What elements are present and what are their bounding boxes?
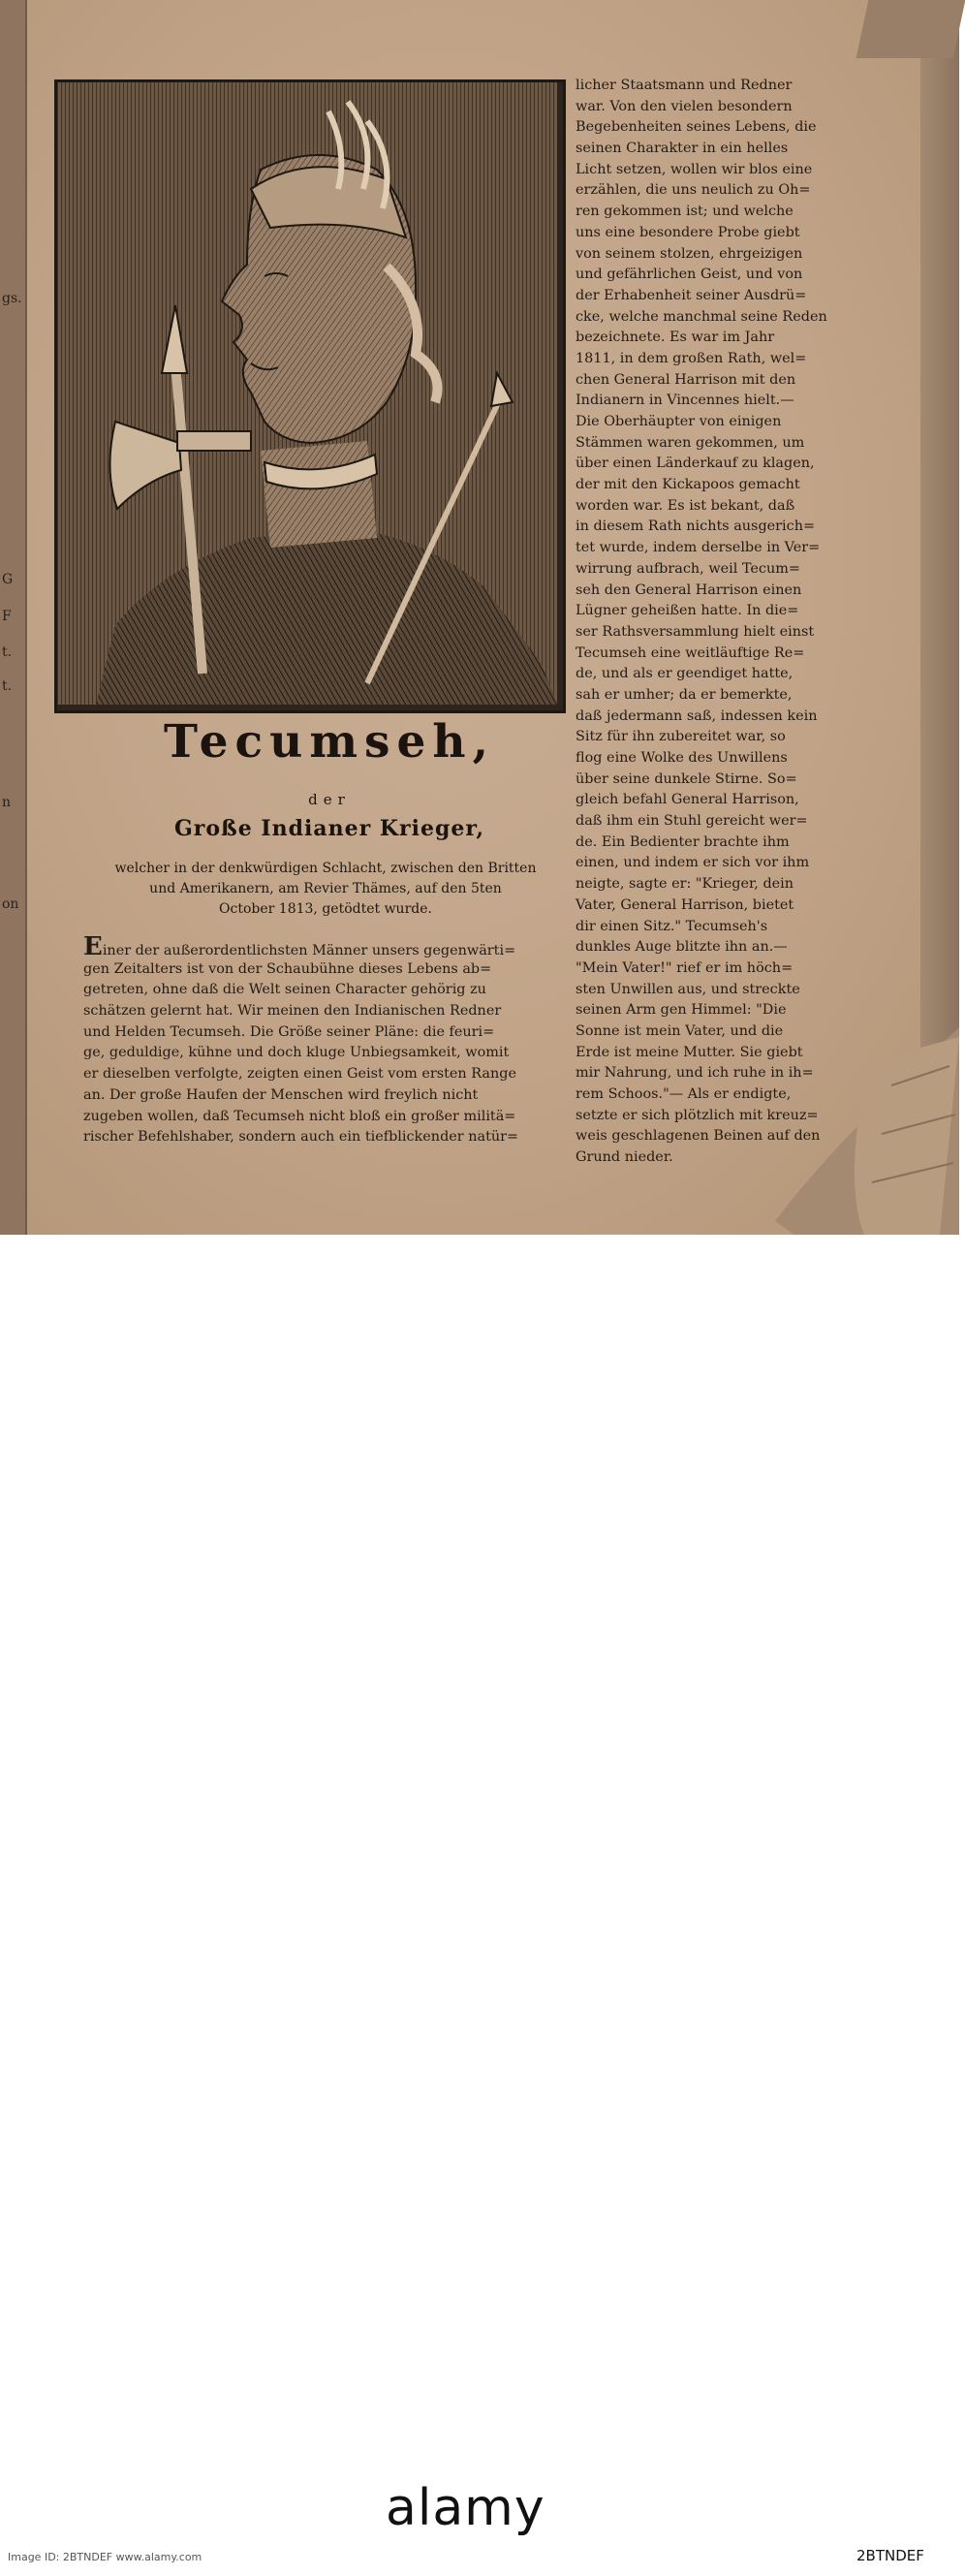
drop-cap: E xyxy=(83,932,103,961)
right-column-line: einen, und indem er sich vor ihm xyxy=(576,855,810,871)
watermark-footer xyxy=(0,1235,959,2564)
right-column-line: dir einen Sitz." Tecumseh's xyxy=(576,918,768,934)
right-column-line: 1811, in dem großen Rath, wel= xyxy=(576,350,807,366)
scanned-page xyxy=(0,0,959,1235)
right-column-line: Stämmen waren gekommen, um xyxy=(576,434,805,451)
right-column-line: setzte er sich plötzlich mit kreuz= xyxy=(576,1107,819,1123)
right-column-line: Grund nieder. xyxy=(576,1149,673,1166)
right-column-line: daß ihm ein Stuhl gereicht wer= xyxy=(576,813,808,830)
right-column-line: erzählen, die uns neulich zu Oh= xyxy=(576,182,811,199)
right-column-line: de. Ein Bedienter brachte ihm xyxy=(576,833,790,850)
right-column-line: der mit den Kickapoos gemacht xyxy=(576,477,800,493)
right-column-line: über seine dunkele Stirne. So= xyxy=(576,770,797,787)
folded-corner xyxy=(775,1027,959,1235)
right-column-line: weis geschlagenen Beinen auf den xyxy=(576,1128,821,1145)
right-column-line: neigte, sagte er: "Krieger, dein xyxy=(576,876,794,893)
body-line: er dieselben verfolgte, zeigten einen Geist vom ersten Range xyxy=(83,1066,516,1083)
right-column-line: sah er umher; da er bemerkte, xyxy=(576,686,793,703)
right-column-line: Die Oberhäupter von einigen xyxy=(576,414,782,429)
tecumseh-portrait-woodcut xyxy=(54,79,566,713)
right-column-line: der Erhabenheit seiner Ausdrü= xyxy=(576,287,807,303)
right-column-line: seinen Arm gen Himmel: "Die xyxy=(576,1002,787,1019)
caption xyxy=(83,859,568,920)
right-column-line: Indianern in Vincennes hielt.— xyxy=(576,393,794,409)
right-column-line: über einen Länderkauf zu klagen, xyxy=(576,456,815,472)
right-column-line: ren gekommen ist; und welche xyxy=(576,204,794,220)
right-column-line: Licht setzen, wollen wir blos eine xyxy=(576,161,813,177)
page-title: Tecumseh, xyxy=(164,715,495,769)
right-column-line: daß jedermann saß, indessen kein xyxy=(576,707,818,724)
right-column-line: dunkles Auge blitzte ihn an.— xyxy=(576,939,788,956)
right-column-line: chen General Harrison mit den xyxy=(576,371,796,388)
body-line: an. Der große Haufen der Menschen wird freylich nicht xyxy=(83,1086,479,1103)
margin-fragment: F xyxy=(2,609,12,624)
right-column-line: Sitz für ihn zubereitet war, so xyxy=(576,729,786,745)
margin-fragment: on xyxy=(2,896,19,912)
body-first-line-text: iner der außerordentlichsten Männer unsers gegenwärti= xyxy=(102,943,516,958)
right-column-line: worden war. Es ist bekant, daß xyxy=(576,497,795,514)
subtitle: Große Indianer Krieger, xyxy=(173,816,485,841)
margin-fragment: t. xyxy=(2,678,13,694)
right-column-line: seinen Charakter in ein helles xyxy=(576,141,789,157)
body-text xyxy=(83,932,568,1148)
right-column-line: bezeichnete. Es war im Jahr xyxy=(576,330,775,346)
right-column-line: in diesem Rath nichts ausgerich= xyxy=(576,518,816,535)
right-column-line: von seinem stolzen, ehrgeizigen xyxy=(576,245,803,262)
right-column-line: Sonne ist mein Vater, und die xyxy=(576,1022,784,1039)
right-column-line: war. Von den vielen besondern xyxy=(576,98,793,114)
caption-line: October 1813, getödtet wurde. xyxy=(219,901,432,917)
body-line: ge, geduldige, kühne und doch kluge Unbiegsamkeit, womit xyxy=(83,1045,510,1061)
body-first-line xyxy=(83,932,568,961)
margin-fragment: gs. xyxy=(2,291,22,306)
right-text-column xyxy=(576,76,884,1169)
right-column-line: rem Schoos."— Als er endigte, xyxy=(576,1086,792,1102)
right-column-line: Lügner geheißen hatte. In die= xyxy=(576,603,799,619)
right-column-line: Tecumseh eine weitläuftige Re= xyxy=(576,644,805,661)
body-line: rischer Befehlshaber, sondern auch ein tiefblickender natür= xyxy=(83,1129,519,1146)
subtitle-article: der xyxy=(308,791,351,808)
right-column-line: Erde ist meine Mutter. Sie giebt xyxy=(576,1044,803,1060)
right-column-line: tet wurde, indem derselbe in Ver= xyxy=(576,540,821,556)
body-line: schätzen gelernt hat. Wir meinen den Indianischen Redner xyxy=(83,1003,502,1020)
right-column-line: ser Rathsversammlung hielt einst xyxy=(576,623,815,640)
right-column-line: gleich befahl General Harrison, xyxy=(576,792,799,808)
watermark-side-text: Image ID: 2BTNDEF www.alamy.com xyxy=(8,2551,202,2563)
right-column-line: Begebenheiten seines Lebens, die xyxy=(576,119,817,136)
image-id: 2BTNDEF xyxy=(856,2547,924,2564)
right-column-line: wirrung aufbrach, weil Tecum= xyxy=(576,560,800,577)
alamy-logo: alamy xyxy=(386,2479,545,2537)
margin-fragment: t. xyxy=(2,644,13,660)
caption-line: welcher in der denkwürdigen Schlacht, zwischen den Britten xyxy=(114,861,537,876)
caption-line: und Amerikanern, am Revier Thämes, auf den 5ten xyxy=(149,881,502,896)
torn-corner xyxy=(856,0,965,58)
margin-fragment: n xyxy=(2,795,12,810)
right-column-line: Vater, General Harrison, bietet xyxy=(576,896,794,913)
body-line: getreten, ohne daß die Welt seinen Character gehörig zu xyxy=(83,982,486,998)
right-column-line: licher Staatsmann und Redner xyxy=(576,78,793,93)
right-column-line: cke, welche manchmal seine Reden xyxy=(576,308,827,325)
right-column-line: "Mein Vater!" rief er im höch= xyxy=(576,959,794,976)
right-column-line: flog eine Wolke des Unwillens xyxy=(576,750,788,766)
right-column-line: uns eine besondere Probe giebt xyxy=(576,224,800,240)
right-column-line: de, und als er geendiget hatte, xyxy=(576,666,794,682)
right-column-line: mir Nahrung, und ich ruhe in ih= xyxy=(576,1065,814,1082)
body-line: und Helden Tecumseh. Die Größe seiner Pläne: die feuri= xyxy=(83,1023,495,1040)
body-line: gen Zeitalters ist von der Schaubühne dieses Lebens ab= xyxy=(83,960,492,977)
right-column-line: seh den General Harrison einen xyxy=(576,581,802,598)
right-column-line: sten Unwillen aus, und streckte xyxy=(576,981,800,997)
margin-fragment: G xyxy=(2,572,14,587)
portrait-illustration xyxy=(57,82,557,705)
body-line: zugeben wollen, daß Tecumseh nicht bloß ein großer militä= xyxy=(83,1108,516,1124)
right-column-line: und gefährlichen Geist, und von xyxy=(576,267,803,283)
